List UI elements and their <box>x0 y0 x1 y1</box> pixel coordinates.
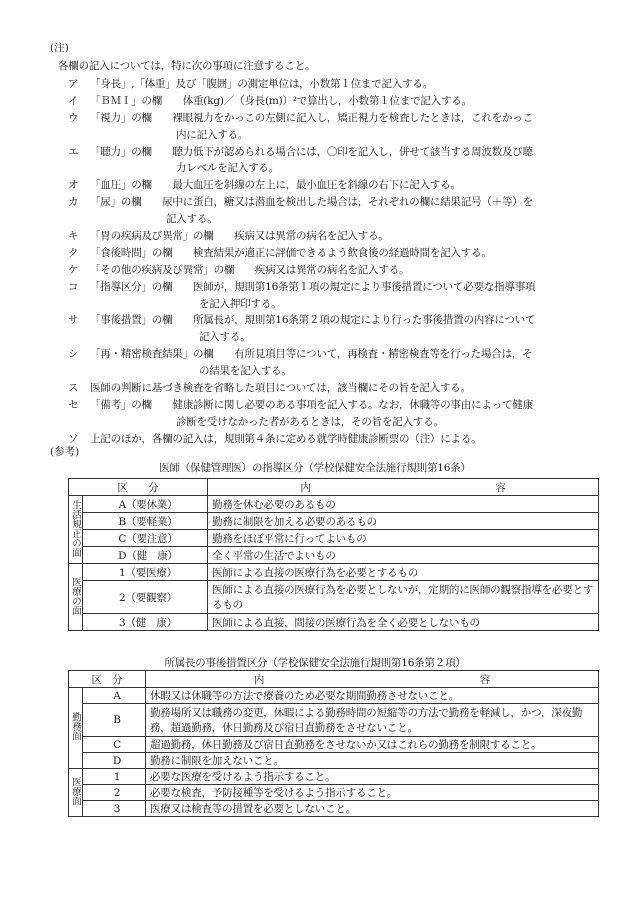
note-text: 記入する。 <box>199 331 251 344</box>
table-row <box>69 581 599 614</box>
category-description: 必要な医療を受けるよう指示すること。 <box>146 769 599 785</box>
note-letter: ウ <box>68 111 79 124</box>
table1-header-naiyou-a: 内 <box>300 481 311 494</box>
note-text: 「備考」の欄 健康診断に関し必要のある事項を記入する。なお，休職等の事由によって健康 <box>90 398 533 411</box>
note-letter: ア <box>68 78 79 90</box>
note-item <box>0 211 630 228</box>
table-row <box>69 704 599 737</box>
note-item <box>0 194 630 211</box>
note-letter: コ <box>68 280 79 293</box>
table1-header-naiyou-b: 容 <box>495 481 506 494</box>
note-item <box>0 296 630 313</box>
category-description: 勤務を休む必要のあるもの <box>208 496 599 513</box>
group-label-text: 生活規正の面 <box>70 499 81 557</box>
category-code: A <box>83 688 146 704</box>
table2-header-naiyou-a: 内 <box>253 673 265 686</box>
category-description: 超過勤務，休日勤務及び宿日直勤務をさせないか又はこれらの勤務を制限すること。 <box>146 737 599 753</box>
note-letter: ス <box>68 382 79 395</box>
group-label <box>69 564 83 631</box>
category-description: 医師による直接の医療行為を必要とするもの <box>208 564 599 581</box>
category-description: 勤務に制限を加えないこと。 <box>146 753 599 769</box>
note-item <box>0 76 630 93</box>
note-letter: イ <box>68 94 79 107</box>
category-description: 医師による直接の医療行為を必要としないが，定期的に医師の観察指導を必要とするもの <box>208 581 599 614</box>
category-description: 勤務場所又は職務の変更，休暇による勤務時間の短縮等の方法で勤務を軽減し，かつ，深夜勤務，超過勤務，休日勤務及び宿日直勤務をさせないこと。 <box>146 704 599 737</box>
category-code: 2（要観察） <box>83 581 208 614</box>
table2-caption: 所属長の事後措置区分（学校保健安全法施行規則第16条第２項） <box>164 657 466 669</box>
category-description: 勤務に制限を加える必要のあるもの <box>208 513 599 530</box>
category-code: 1 <box>83 769 146 785</box>
note-text: 診断を受けなかった者があるときは，その旨を記入する。 <box>176 415 444 428</box>
category-description: 医師による直接，間接の医療行為を全く必要としないもの <box>208 614 599 631</box>
note-item <box>0 414 630 431</box>
category-description: 休暇又は休職等の方法で療養のため必要な期間勤務させないこと。 <box>146 688 599 704</box>
table-row <box>69 785 599 801</box>
note-item <box>0 262 630 279</box>
note-letter: ク <box>68 246 79 259</box>
category-description: 必要な検査，予防接種等を受けるよう指示すること。 <box>146 785 599 801</box>
category-code: 3 <box>83 801 146 817</box>
table-row <box>69 496 599 513</box>
table2-header-naiyou <box>146 671 599 688</box>
note-text: 「身長」,「体重」及び「腹囲」の測定単位は，小数第１位まで記入する。 <box>90 78 434 90</box>
table-row <box>69 564 599 581</box>
measures-table <box>68 670 599 817</box>
group-label-text: 医療の面 <box>70 576 81 615</box>
note-item <box>0 228 630 245</box>
category-code: D（健 康） <box>83 547 208 564</box>
table2-header-kubun: 区 分 <box>69 671 146 688</box>
note-text: 「視力」の欄 裸眼視力をかっこの左側に記入し，矯正視力を検査したときは，これをかっこ <box>90 111 533 124</box>
note-text: 「血圧」の欄 最大血圧を斜線の左上に，最小血圧を斜線の右下に記入する。 <box>90 179 461 192</box>
category-code: D <box>83 753 146 769</box>
category-code: A（要休業） <box>83 496 208 513</box>
note-letter: ケ <box>68 263 79 276</box>
note-text: 内に記入する。 <box>176 128 249 141</box>
table1-caption: 医師（保健管理医）の指導区分（学校保健安全法施行規則第16条） <box>159 462 471 474</box>
note-item <box>0 127 630 144</box>
table2-header-naiyou-b: 容 <box>479 673 491 686</box>
note-item <box>0 380 630 397</box>
note-item <box>0 312 630 329</box>
note-item <box>0 177 630 194</box>
note-text: 「再・精密検査結果」の欄 有所見項目等について，再検査・精密検査等を行った場合は，そ <box>90 348 533 361</box>
note-text: の結果を記入する。 <box>199 365 292 378</box>
table-row <box>69 614 599 631</box>
table1-header-naiyou <box>208 479 599 496</box>
table-row <box>69 513 599 530</box>
note-item <box>0 160 630 177</box>
note-letter: カ <box>68 196 79 209</box>
category-code: 3（健 康） <box>83 614 208 631</box>
note-text: 「その他の疾病及び異常」の欄 疾病又は異常の病名を記入する。 <box>90 263 410 276</box>
group-label <box>69 688 83 769</box>
notes-label: (注) <box>50 42 69 54</box>
table-row <box>69 801 599 817</box>
note-item <box>0 363 630 380</box>
guidance-table <box>68 478 599 631</box>
note-item <box>0 93 630 110</box>
note-text: 医師の判断に基づき検査を省略した項目については，該当欄にその旨を記入する。 <box>90 382 471 395</box>
note-text: を記入押印する。 <box>199 297 282 310</box>
note-text: 「尿」の欄 尿中に蛋白，糖又は潜血を検出した場合は，それぞれの欄に結果記号（＋等）を <box>90 196 533 209</box>
note-letter: サ <box>68 314 79 327</box>
table-row <box>69 530 599 547</box>
table-row <box>69 737 599 753</box>
category-code: C <box>83 737 146 753</box>
notes-list <box>0 76 630 448</box>
table-row <box>69 547 599 564</box>
category-description: 医療又は検査等の措置を必要としないこと。 <box>146 801 599 817</box>
note-item <box>0 110 630 127</box>
note-text: 「聴力」の欄 聴力低下が認められる場合には，〇印を記入し，併せて該当する周波数及び聴 <box>90 145 533 158</box>
note-letter: シ <box>68 348 79 361</box>
table-row <box>69 753 599 769</box>
note-text: 「食後時間」の欄 検査結果が適正に評価できるよう飲食後の経過時間を記入する。 <box>90 246 492 259</box>
category-code: 1（要医療） <box>83 564 208 581</box>
note-text: 「ＢＭＩ」の欄 体重(kg)／（身長(m)）²で算出し，小数第１位まで記入する。 <box>90 94 472 107</box>
note-item <box>0 245 630 262</box>
note-text: 「事後措置」の欄 所属長が，規則第16条第２項の規定により行った事後措置の内容について <box>90 314 536 327</box>
group-label-text: 勤務面 <box>70 712 81 741</box>
category-code: C（要注意） <box>83 530 208 547</box>
note-text: 上記のほか，各欄の記入は，規則第４条に定める就学時健康診断票の（注）による。 <box>90 432 482 445</box>
note-text: 力レベルを記入する。 <box>176 162 279 175</box>
note-letter: ソ <box>68 432 79 445</box>
category-code: B <box>83 704 146 737</box>
note-text: 「胃の疾病及び異常」の欄 疾病又は異常の病名を記入する。 <box>90 230 389 243</box>
note-item <box>0 144 630 161</box>
group-label <box>69 769 83 817</box>
note-item <box>0 397 630 414</box>
reference-label: (参考) <box>50 446 80 458</box>
category-description: 勤務をほぼ平常に行ってよいもの <box>208 530 599 547</box>
note-letter: セ <box>68 398 79 411</box>
note-letter: オ <box>68 179 79 192</box>
notes-intro: 各欄の記入については，特に次の事項に注意すること。 <box>58 60 316 72</box>
note-item <box>0 279 630 296</box>
group-label <box>69 496 83 564</box>
group-label-text: 医療面 <box>70 776 81 806</box>
note-letter: キ <box>68 230 79 243</box>
category-code: B（要軽業） <box>83 513 208 530</box>
note-text: 「指導区分」の欄 医師が，規則第16条第１項の規定により事後措置について必要な指導事項 <box>90 280 536 293</box>
note-letter: エ <box>68 145 79 158</box>
category-description: 全く平常の生活でよいもの <box>208 547 599 564</box>
note-item <box>0 431 630 448</box>
table1-header-kubun: 区 分 <box>69 479 208 496</box>
note-item <box>0 329 630 346</box>
table-row <box>69 688 599 704</box>
note-item <box>0 346 630 363</box>
category-code: 2 <box>83 785 146 801</box>
note-text: 記入する。 <box>166 213 218 226</box>
table-row <box>69 769 599 785</box>
